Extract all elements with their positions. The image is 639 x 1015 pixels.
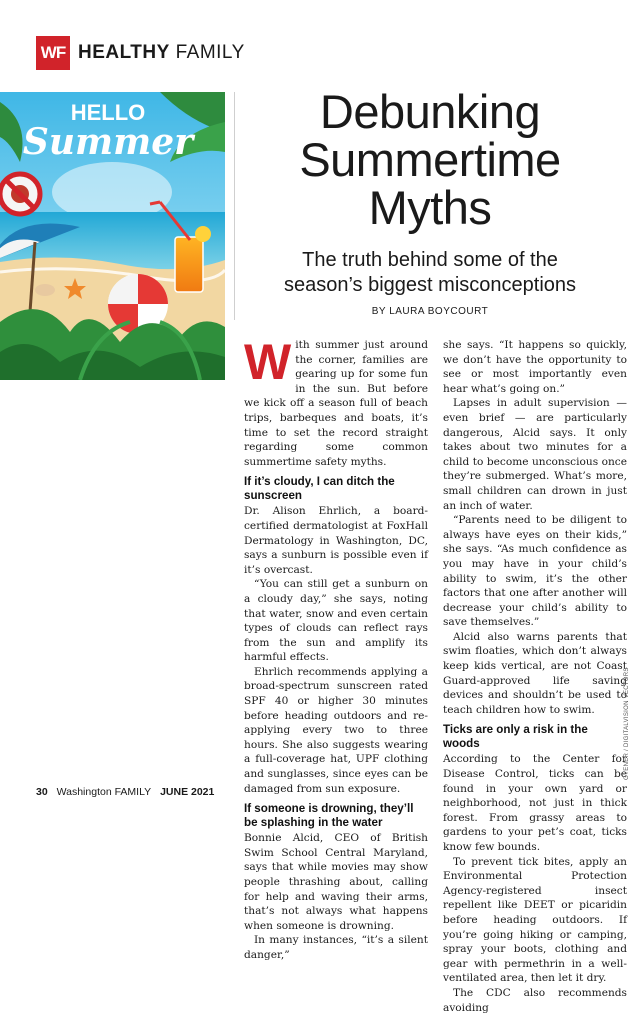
paragraph: “Parents need to be diligent to always have eyes on their kids,” she says. “As much confidence as you may have in your child’s ability to swim, it’s the other factors that one after another will decrease your child’s ability to save themselves.” bbox=[443, 514, 627, 629]
paragraph: Dr. Alison Ehrlich, a board-certified dermatologist at FoxHall Dermatology in Washington, DC, says a sunburn is possible even if it’s overcast. bbox=[244, 505, 428, 576]
title-line-3: Myths bbox=[368, 181, 492, 234]
paragraph: Alcid also warns parents that swim floaties, which don’t always keep kids vertical, are not Coast Guard-approved life saving devices and shouldn’t be used to teach children how to swim. bbox=[443, 630, 627, 716]
title-line-2: Summertime bbox=[299, 133, 561, 186]
section-header bbox=[36, 36, 245, 70]
paragraph: In many instances, “it’s a silent danger,” bbox=[244, 934, 428, 961]
magazine-name: Washington FAMILY bbox=[56, 786, 152, 798]
summer-lettering: Summer bbox=[22, 121, 194, 163]
issue-date: JUNE 2021 bbox=[160, 786, 215, 798]
image-credit-text: GYENER / DIGITALVISION VECTORS bbox=[624, 667, 630, 780]
page-footer bbox=[36, 786, 214, 798]
drop-cap: W bbox=[244, 334, 292, 390]
subtitle-line-2: season’s biggest misconceptions bbox=[283, 274, 577, 296]
subhead-drowning: If someone is drowning, they’ll be splashing in the water bbox=[244, 802, 414, 830]
summer-beach-illustration bbox=[0, 92, 225, 380]
article-title bbox=[240, 85, 620, 234]
paragraph: Bonnie Alcid, CEO of British Swim School Central Maryland, says that while movies may show people thrashing about, calling for help and waving their arms, that’s not always what happens when someone is drowning. bbox=[244, 832, 428, 932]
paragraph: According to the Center for Disease Control, ticks can be found in your own yard or neighborhood, not just in thick forest. From grassy areas to gardens to your pet’s coat, ticks know few bounds. bbox=[443, 753, 627, 853]
intro-paragraph bbox=[244, 334, 428, 469]
paragraph: The CDC also recommends avoiding bbox=[443, 986, 627, 1014]
subhead-ticks: Ticks are only a risk in the woods bbox=[443, 723, 588, 751]
paragraph: Ehrlich recommends applying a broad-spectrum sunscreen rated SPF 40 or higher 30 minutes before heading outdoors and re-applying every two to three hours. She also suggests wearing a full-coverage hat, UPF clothing and sunglasses, since eyes can be damaged from sun exposure. bbox=[244, 665, 428, 795]
wf-logo: WF bbox=[36, 36, 70, 70]
intro-text: ith summer just around the corner, families are gearing up for some fun in the sun. But before we kick off a season full of beach trips, barbeques and boats, it’s time to set the record straight regarding some common summertime safety myths. bbox=[244, 339, 428, 468]
hello-lettering: HELLO bbox=[70, 100, 146, 125]
paragraph: Lapses in adult supervision — even brief — are particularly dangerous, Alcid says. It only takes about two minutes for a child to become unconscious once they’re submerged. What’s more, small children can drown in just an inch of water. bbox=[443, 397, 627, 512]
paragraph: “You can still get a sunburn on a cloudy day,” she says, noting that water, snow and even certain types of clouds can reflect rays from the sun and amplify its harmful effects. bbox=[244, 578, 428, 664]
section-name bbox=[78, 42, 245, 64]
paragraph: To prevent tick bites, apply an Environmental Protection Agency-registered insect repellent like DEET or picaridin before heading outdoors. If you’re going hiking or camping, spray your boots, clothing and gear with permethrin in a well-ventilated area, then let it dry. bbox=[443, 855, 627, 985]
article-subtitle bbox=[240, 248, 620, 298]
article-column-1 bbox=[244, 334, 428, 963]
title-line-1: Debunking bbox=[319, 85, 541, 138]
section-name-rest: FAMILY bbox=[175, 42, 245, 63]
page-number: 30 bbox=[36, 786, 48, 798]
summer-illustration-svg bbox=[0, 92, 225, 380]
byline: BY LAURA BOYCOURT bbox=[371, 306, 489, 317]
subhead-sunscreen: If it’s cloudy, I can ditch the sunscreen bbox=[244, 475, 395, 503]
article-column-2 bbox=[443, 338, 627, 1015]
image-credit bbox=[624, 600, 636, 780]
subtitle-line-1: The truth behind some of the bbox=[302, 249, 558, 271]
section-name-bold: HEALTHY bbox=[78, 42, 170, 63]
no-virus-icon bbox=[0, 174, 40, 214]
paragraph: she says. “It happens so quickly, we don’t have the opportunity to see or most importantly even hear what’s going on.” bbox=[443, 339, 627, 395]
column-divider bbox=[234, 92, 235, 320]
